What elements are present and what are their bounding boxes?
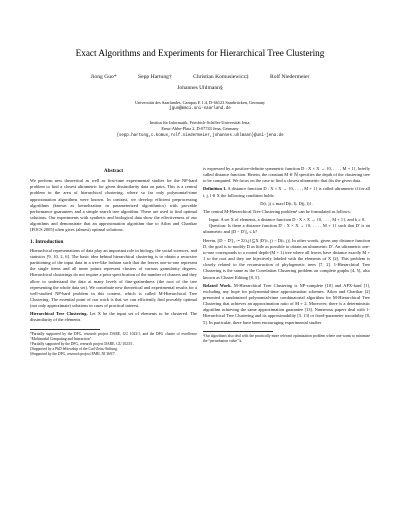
footnote: *Partially supported by the DFG, research project DARE, GU 1023/1, and the DFG cluster of excellence “Multimodal Computing and Interaction”. <box>30 331 197 341</box>
author: Rolf Niedermeier <box>270 74 310 80</box>
footnote: †Partially supported by the DFG, research project DARE, GU 1023/1. <box>30 342 134 346</box>
affiliation-1 <box>0 100 400 113</box>
footnote-rule <box>203 331 273 332</box>
intro-paragraph: Hierarchical representations of data play an important role in biology, the social sciences, and statistics [9, 10, 2, 6]. The basic idea behind hierarchical clustering is to obtain a recursive partitioning of the input data in a tree-like fashion such that the leaves one-to-one represent the single items and all inner points represent clusters of various granularity degrees. Hierarchical clusterings do not require a prior specification of the number of clusters and they allow to understand the data at many levels of fine-grainedness (the root of the tree representing the whole data set). We contribute new theoretical and experimental results for a well-studied NP-hard problem in this context, which is called M-Hierarchical Tree Clustering. The essential point of our work is that we can efficiently find provably optimal (not only approximate) solutions in cases of practical interest. <box>30 247 197 309</box>
definition <box>203 186 370 198</box>
definition-text: A distance function D : X × X → {0, . . . , M + 1} is called ultrametric if for all i, j, l ∈ X the following condition holds: <box>203 186 370 198</box>
affiliation-address: Universität des Saarlandes, Campus E 1.4, D-66123 Saarbrücken, Germany <box>134 100 266 105</box>
body-paragraph: is expressed by a positive-definite symmetric function D : X × X → {0, . . . , M + 1}, briefly called distance function. Herein, the constant M ∈ ℕ specifies the depth of the clustering tree to be computed. We focus on the case to find a closest ultrametric that fits the given data. <box>203 166 370 184</box>
author-list <box>0 72 400 93</box>
author: Sepp Hartung† <box>138 74 172 80</box>
abstract-text: We perform new theoretical as well as first-time experimental studies for the NP-hard problem to find a closest ultrametric for given dissimilarity data on pairs. This is a central problem in the area of hierarchical clustering, where so far only polynomial-time approximation algorithms were known. In contrast, we develop efficient preprocessing algorithms (known as kernelization in parameterized algorithmics) with provable performance guarantees and a simple search tree algorithm. These are used to find optimal solutions. Our experiments with synthetic and biological data show the effectiveness of our algorithms and demonstrate that an approximation algorithm due to Ailon and Charikar [FOCS 2005] often gives (almost) optimal solutions. <box>30 178 197 233</box>
paragraph-text: Let X be the input set of elements to be clustered. The dissimilarity of the elements <box>30 311 198 323</box>
author: Christian Komusiewicz‡ <box>193 74 249 80</box>
problem-input: Input: A set X of elements, a distance function D : X × X → {0, . . . , M + 1}, and k ≥ 0. <box>209 217 366 223</box>
body-paragraph: The central M-Hierarchical Tree Clustering problem¹ can be formulated as follows: <box>203 208 351 214</box>
affiliation-address: Ernst-Abbe-Platz 2, D-07743 Jena, Germany <box>161 126 239 132</box>
formula: D(i, j) ≤ max{D(i, l), D(j, l)}. <box>260 200 313 206</box>
paragraph-text: M-Hierarchical Tree Clustering is NP-complete [10] and APX-hard [1], excluding any hope for polynomial-time approximation schemes. Ailon and Charikar [2] presented a randomized polynomial-time combinatorial algorithm for M-Hierarchical Tree Clustering that achieves an approximation ratio of M + 2. Moreover, there is a deterministic algorithm achieving the same approximation guarantee [13]. Numerous papers deal with 1-Hierarchical Tree Clustering and its approximability [3, 13] or fixed-parameter tractability [8, 5]. In particular, there have been encouraging experimental studies <box>203 282 371 325</box>
problem-question: Question: Is there a distance function D′ : X × X → {0, . . . , M + 1} such that D′ is an ultrametric and ||D − D′||₁ ≤ k? <box>203 223 370 235</box>
paper-title: Exact Algorithms and Experiments for Hierarchical Tree Clustering <box>75 48 325 58</box>
paragraph-lead: Related Work. <box>203 282 232 288</box>
affiliation-address: Institut für Informatik, Friedrich-Schiller-Universität Jena, <box>149 120 251 125</box>
footnote-rule <box>30 329 100 330</box>
body-paragraph <box>203 283 370 326</box>
definition-label: Definition 1. <box>203 186 227 192</box>
affiliation-email: {sepp.hartung,c.komus,rolf.niedermeier,johannes.uhlmann}@uni-jena.de <box>116 133 284 138</box>
footnote: ‡Supported by a PhD fellowship of the Carl-Zeiss-Stiftung. <box>30 347 118 352</box>
author: Jiong Guo* <box>90 74 117 80</box>
right-column <box>203 166 370 344</box>
affiliation-email: jguo@mmci.uni-saarland.de <box>169 107 231 112</box>
abstract-heading: Abstract <box>103 168 124 174</box>
left-column <box>30 168 197 358</box>
footnote: ¹Our algorithms also deal with the practically more relevant optimization problem where one wants to minimize the “perturbation value” k. <box>203 333 370 343</box>
body-paragraph: Herein, ||D − D′||₁ := Σ{i,j}⊆X |D′(i, j) − D(i, j)|. In other words, given any distance function D, the goal is to modify D as little as possible to obtain an ultrametric D′. An ultrametric one-to-one corresponds to a rooted depth-(M + 1) tree where all leaves have distance exactly M + 1 to the root and they are bijectively labeled with the elements of X [2]. This problem is closely related to the reconstruction of phylogenetic trees [7, 2]. 1-Hierarchical Tree Clustering is the same as the Correlation Clustering problem on complete graphs [4, 5], also known as Cluster Editing [8, 5]. <box>203 237 370 280</box>
affiliation-2 <box>0 120 400 139</box>
author: Johannes Uhlmann§ <box>177 84 223 91</box>
paragraph-lead: Hierarchical Tree Clustering. <box>30 311 88 317</box>
section-heading: 1. Introduction <box>30 238 64 245</box>
intro-paragraph <box>30 311 197 323</box>
footnote: §Supported by the DFG, research project PABI, NI 369/7. <box>30 352 116 357</box>
